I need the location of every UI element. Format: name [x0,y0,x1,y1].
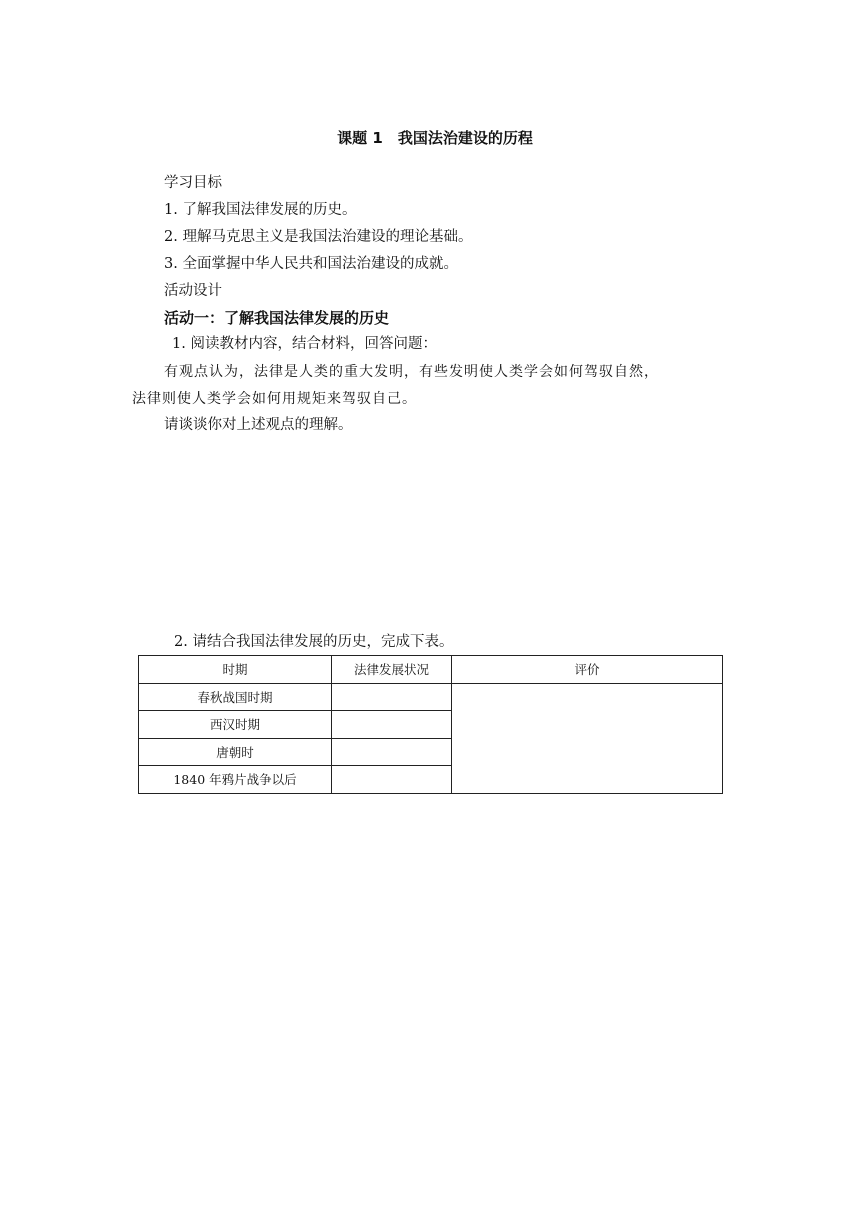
period-cell: 唐朝时 [139,738,332,766]
header-status: 法律发展状况 [332,656,452,684]
activity-design-heading: 活动设计 [164,283,222,299]
objectives-heading: 学习目标 [164,175,222,191]
header-period: 时期 [139,656,332,684]
material-line-2: 法律则使人类学会如何用规矩来驾驭自己。 [132,391,417,407]
material-line-1: 有观点认为，法律是人类的重大发明，有些发明使人类学会如何驾驭自然， [164,364,659,380]
table-row [139,683,723,711]
status-cell[interactable] [332,766,452,794]
status-cell[interactable] [332,683,452,711]
question-2: 2. 请结合我国法律发展的历史，完成下表。 [174,634,454,650]
status-cell[interactable] [332,738,452,766]
objective-item-2: 2. 理解马克思主义是我国法治建设的理论基础。 [164,229,473,245]
header-evaluation: 评价 [452,656,723,684]
evaluation-cell[interactable] [452,683,723,793]
objective-item-1: 1. 了解我国法律发展的历史。 [164,202,357,218]
question-1: 1. 阅读教材内容，结合材料，回答问题： [172,336,437,352]
status-cell[interactable] [332,711,452,739]
objective-item-3: 3. 全面掌握中华人民共和国法治建设的成就。 [164,256,458,272]
page-title: 课题 1 我国法治建设的历程 [337,129,533,147]
history-table [138,655,723,794]
question-1-prompt: 请谈谈你对上述观点的理解。 [164,417,353,433]
activity1-title: 活动一：了解我国法律发展的历史 [164,309,390,327]
table-header-row [139,656,723,684]
period-cell: 1840 年鸦片战争以后 [139,766,332,794]
period-cell: 春秋战国时期 [139,683,332,711]
period-cell: 西汉时期 [139,711,332,739]
